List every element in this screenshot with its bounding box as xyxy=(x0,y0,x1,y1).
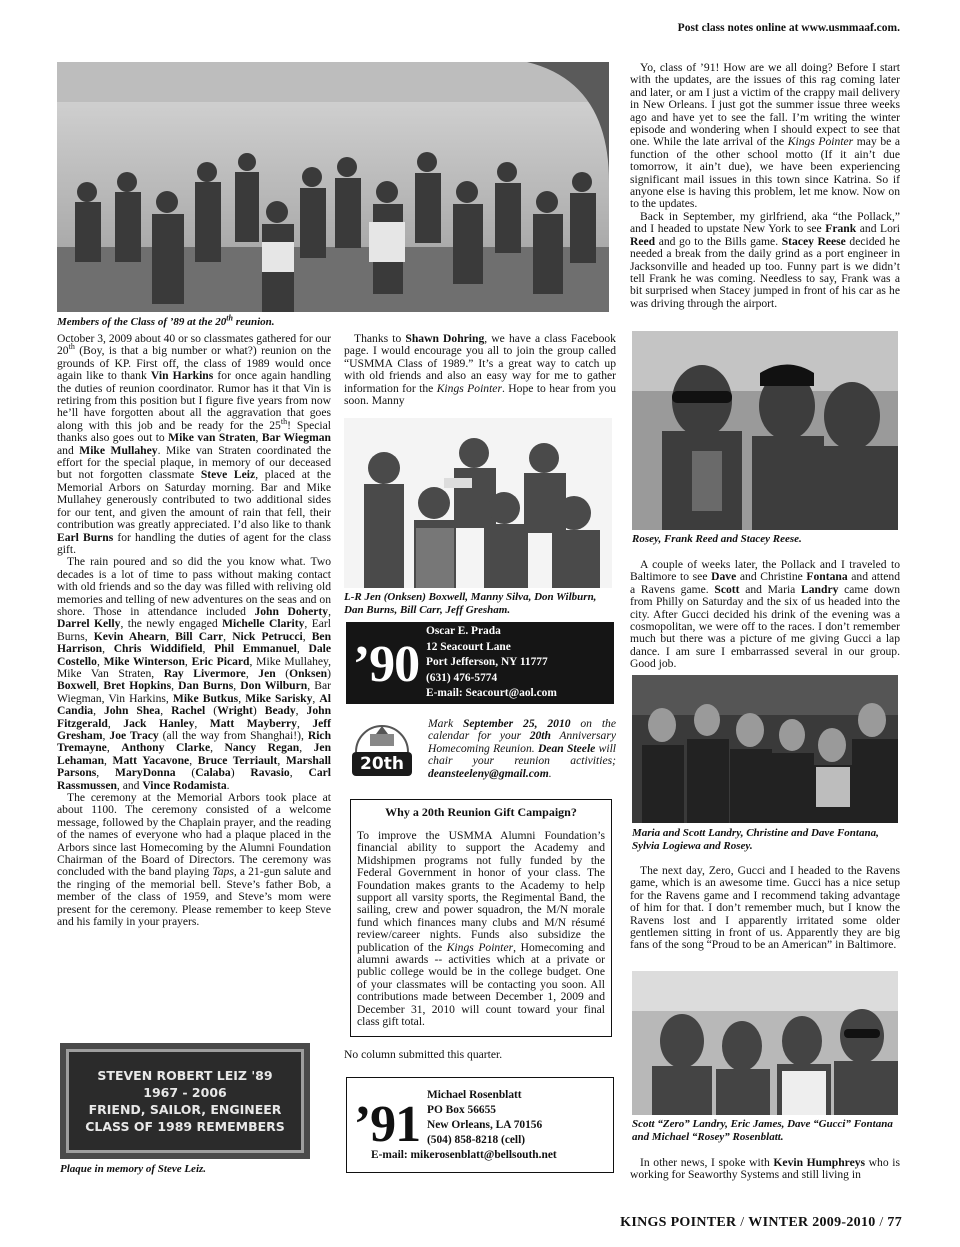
rosey-photo-caption: Rosey, Frank Reed and Stacey Reese. xyxy=(632,533,802,545)
plaque-line-2: 1967 - 2006 xyxy=(143,1085,227,1100)
steve-leiz-plaque xyxy=(60,1043,310,1159)
class-91-text-part-4: In other news, I spoke with Kevin Humphreys who is working for Seaworthy Systems and still living in xyxy=(630,1156,900,1182)
class-90-phone: (631) 476-5774 xyxy=(426,671,498,684)
zero-gucci-rosey-photo xyxy=(632,971,898,1115)
class-91-name: Michael Rosenblatt xyxy=(427,1088,522,1101)
class-90-name: Oscar E. Prada xyxy=(426,625,501,638)
gift-campaign-box xyxy=(350,799,612,1037)
no-column-note: No column submitted this quarter. xyxy=(344,1048,503,1061)
plaque-line-1: STEVEN ROBERT LEIZ '89 xyxy=(97,1068,273,1083)
class-89-photo-caption: Members of the Class of ’89 at the 20th reunion. xyxy=(57,313,275,328)
class-89-group-photo xyxy=(57,62,609,312)
class-89-column-text: October 3, 2009 about 40 or so classmates gathered for our 20th (Boy, is that a big number or what?) reunion on the grounds of KP. First off, the class of 1989 would once again like to thank Vin Harkins for once again handling the duties of reunion coordinator. Rumor has it that Vin is retiring from this position but I figure five years from now he’ll have forgotten about all the aggravation that goes along with this job and be ready for the 25th! Special thanks also goes out to Mike van Straten, Bar Wiegman and Mike Mullahey. Mike van Straten coordinated the effort for the special plaque, in memory of our deceased but not forgotten classmate Steve Leiz, placed at the Memorial Arbors on Saturday morning. Bar and Mike Mullahey generously contributed to two additional sides for our tent, and given the amount of rain that fell, their contribution was greatly appreciated. I’d also like to thank Earl Burns for handling the duties of agent for the class gift. The rain poured and so did the you know what. Two decades is a lot of time to pass without making contact with old friends and so the day was filled with reliving old memories and telling of new adventures on the seas and on shore. Those in attendance included John Doherty, Darrel Kelly, the newly engaged Michelle Clarity, Earl Burns, Kevin Ahearn, Bill Carr, Nick Petrucci, Ben Harrison, Chris Widdifield, Phil Emmanuel, Dale Costello, Mike Winterson, Eric Picard, Mike Mullahey, Mike Van Straten, Ray Livermore, Jen (Onksen) Boxwell, Bret Hopkins, Dan Burns, Don Wilburn, Bar Wiegman, Vin Harkins, Mike Butkus, Mike Sarisky, Al Candia, John Shea, Rachel (Wright) Beady, John Fitzgerald, Jack Hanley, Matt Mayberry, Jeff Gresham, Joe Tracy (all the way from Shanghai!), Rich Tremayne, Anthony Clarke, Nancy Regan, Jen Lehaman, Matt Yacavone, Bruce Terriault, Marshall Parsons, MaryDonna (Calaba) Ravasio, Carl Rassmussen, and Vince Rodamista. The ceremony at the Memorial Arbors took place at about 1100. The ceremony consisted of a welcome message, followed by the Chaplain prayer, and the reading of the names of everyone who had a plaque placed in the Arbors since last Homecoming by the Alumni Foundation Chairman of the Board of Directors. The ceremony was concluded with the band playing Taps, a 21-gun salute and the ringing of the memorial bell. Steve’s father Bob, a member of the class of 1959, and Steve’s mom were present for the ceremony. Please remember to keep Steve and his family in your prayers. xyxy=(57,332,332,929)
class-91-text-part-3: The next day, Zero, Gucci and I headed to the Ravens game, which is an awesome time. Gucci has a nice setup for the Ravens game and I recommend taking advantage of him for that. I don’t remember much, but I know the Ravens lost and I apparently irritated some older gentlemen sitting in front of us. Apparently they are big fans of the song “Proud to be an American” in Baltimore. xyxy=(630,864,900,952)
20th-reunion-logo-text: 20th xyxy=(360,754,404,774)
class-91-text-part-1: Yo, class of ’91! How are we all doing? Before I start with the updates, are the issues of this rag coming later and later, or am I just a victim of the crappy mail delivery in New Orleans. I just got the summer issue three weeks ago and have yet to see the fall. I’m writing the winter episode and wondering when I should expect to see that one. While the late arrival of the Kings Pointer may be a function of the other school motto (If it ain’t due tomorrow, it ain’t due), we have been experiencing significant mail issues in this town since Katrina. So if anyone else is having this problem, let me know. Now on to the updates. Back in September, my girlfriend, aka “the Pollack,” and I headed to upstate New York to see Frank and Lori Reed and go to the Bills game. Stacey Reese decided he needed a break from the daily grind as a port engineer in Jacksonville and headed up too. Funny part is we didn’t tell Frank he was coming. Needless to say, Frank was a bit surprised when Stacey jumped in front of his car as he was driving through the airport. xyxy=(630,61,901,310)
friends-photo-caption: L-R Jen (Onksen) Boxwell, Manny Silva, Don Wilburn, Dan Burns, Bill Carr, Jeff Gresham. xyxy=(344,591,597,616)
class-91-contact-box xyxy=(346,1077,614,1173)
footer-publication: KINGS POINTER xyxy=(620,1215,737,1230)
header-note: Post class notes online at www.usmmaaf.com. xyxy=(677,22,900,34)
plaque-caption: Plaque in memory of Steve Leiz. xyxy=(60,1163,207,1175)
page-footer: KINGS POINTER / WINTER 2009-2010 / 77 xyxy=(620,1215,902,1230)
footer-page-number: 77 xyxy=(887,1215,902,1230)
facebook-paragraph: Thanks to Shawn Dohring, we have a class Facebook page. I would encourage you all to join the group called “USMMA Class of 1989.” It’s a great way to catch up with old friends and also an easy way for me to gather information for the Kings Pointer. Hope to hear from you soon. Manny xyxy=(344,332,616,408)
plaque-line-4: CLASS OF 1989 REMEMBERS xyxy=(85,1119,285,1134)
plaque-line-3: FRIEND, SAILOR, ENGINEER xyxy=(88,1102,282,1117)
ravens-photo-caption: Maria and Scott Landry, Christine and Dave Fontana, Sylvia Logiewa and Rosey. xyxy=(632,827,879,852)
class-89-friends-photo xyxy=(344,418,612,588)
class-91-year: ’91 xyxy=(353,1096,421,1153)
class-90-contact-box xyxy=(346,622,614,704)
zero-photo-caption: Scott “Zero” Landry, Eric James, Dave “Gucci” Fontana and Michael “Rosey” Rosenblatt. xyxy=(632,1118,893,1143)
class-90-email[interactable]: E-mail: Seacourt@aol.com xyxy=(426,687,557,700)
rosey-frank-stacey-photo xyxy=(632,331,898,530)
gift-campaign-title: Why a 20th Reunion Gift Campaign? xyxy=(385,805,577,819)
footer-issue: WINTER 2009-2010 xyxy=(748,1215,876,1230)
reunion-chair-email[interactable]: deansteeleny@gmail.com xyxy=(428,766,549,780)
class-90-street: 12 Seacourt Lane xyxy=(426,640,511,653)
class-91-street: PO Box 56655 xyxy=(427,1103,496,1116)
class-91-city: New Orleans, LA 70156 xyxy=(427,1118,543,1131)
class-90-city: Port Jefferson, NY 11777 xyxy=(426,656,548,669)
class-91-phone: (504) 858-8218 (cell) xyxy=(427,1133,526,1146)
class-90-year: ’90 xyxy=(352,636,420,693)
class-91-text-part-2: A couple of weeks later, the Pollack and I traveled to Baltimore to see Dave and Christine Fontana and attend a Ravens game. Scott and Maria Landry came down from Philly on Saturday and the six of us headed into the city. After Gucci decided his drink of the evening was a cosmopolitan, we were off to the races. I don’t remember much but there was a picture of me giving Gucci a lap dance. I am sure I embarrassed several in our group. Good job. xyxy=(630,558,900,671)
reunion-note: Mark September 25, 2010 on the calendar for your 20th Anniversary Homecoming Reunion. Dean Steele will chair your reunion activities; deansteeleny@gmail.com. xyxy=(428,717,617,780)
ravens-group-photo xyxy=(632,675,898,823)
gift-campaign-body: To improve the USMMA Alumni Foundation’s financial ability to support the Academy and Midshipmen programs not fully funded by the Federal Government in honor of your class. The Foundation makes grants to the Academy to help support all varsity sports, the Regimental Band, the sailing, crew and power squadron, the M/N morale fund which finances many clubs and M/N résumé review/career nights. Funds also subsidize the publication of the Kings Pointer, Homecoming and alumni awards -- activities which at a private or public college would be in the college budget. One of your classmates will be contacting you soon. All contributions made between December 1, 2009 and December 31, 2010 will count toward your final class gift total. xyxy=(357,829,605,1029)
20th-reunion-logo xyxy=(346,722,418,784)
class-91-email[interactable]: E-mail: mikerosenblatt@bellsouth.net xyxy=(371,1148,557,1161)
